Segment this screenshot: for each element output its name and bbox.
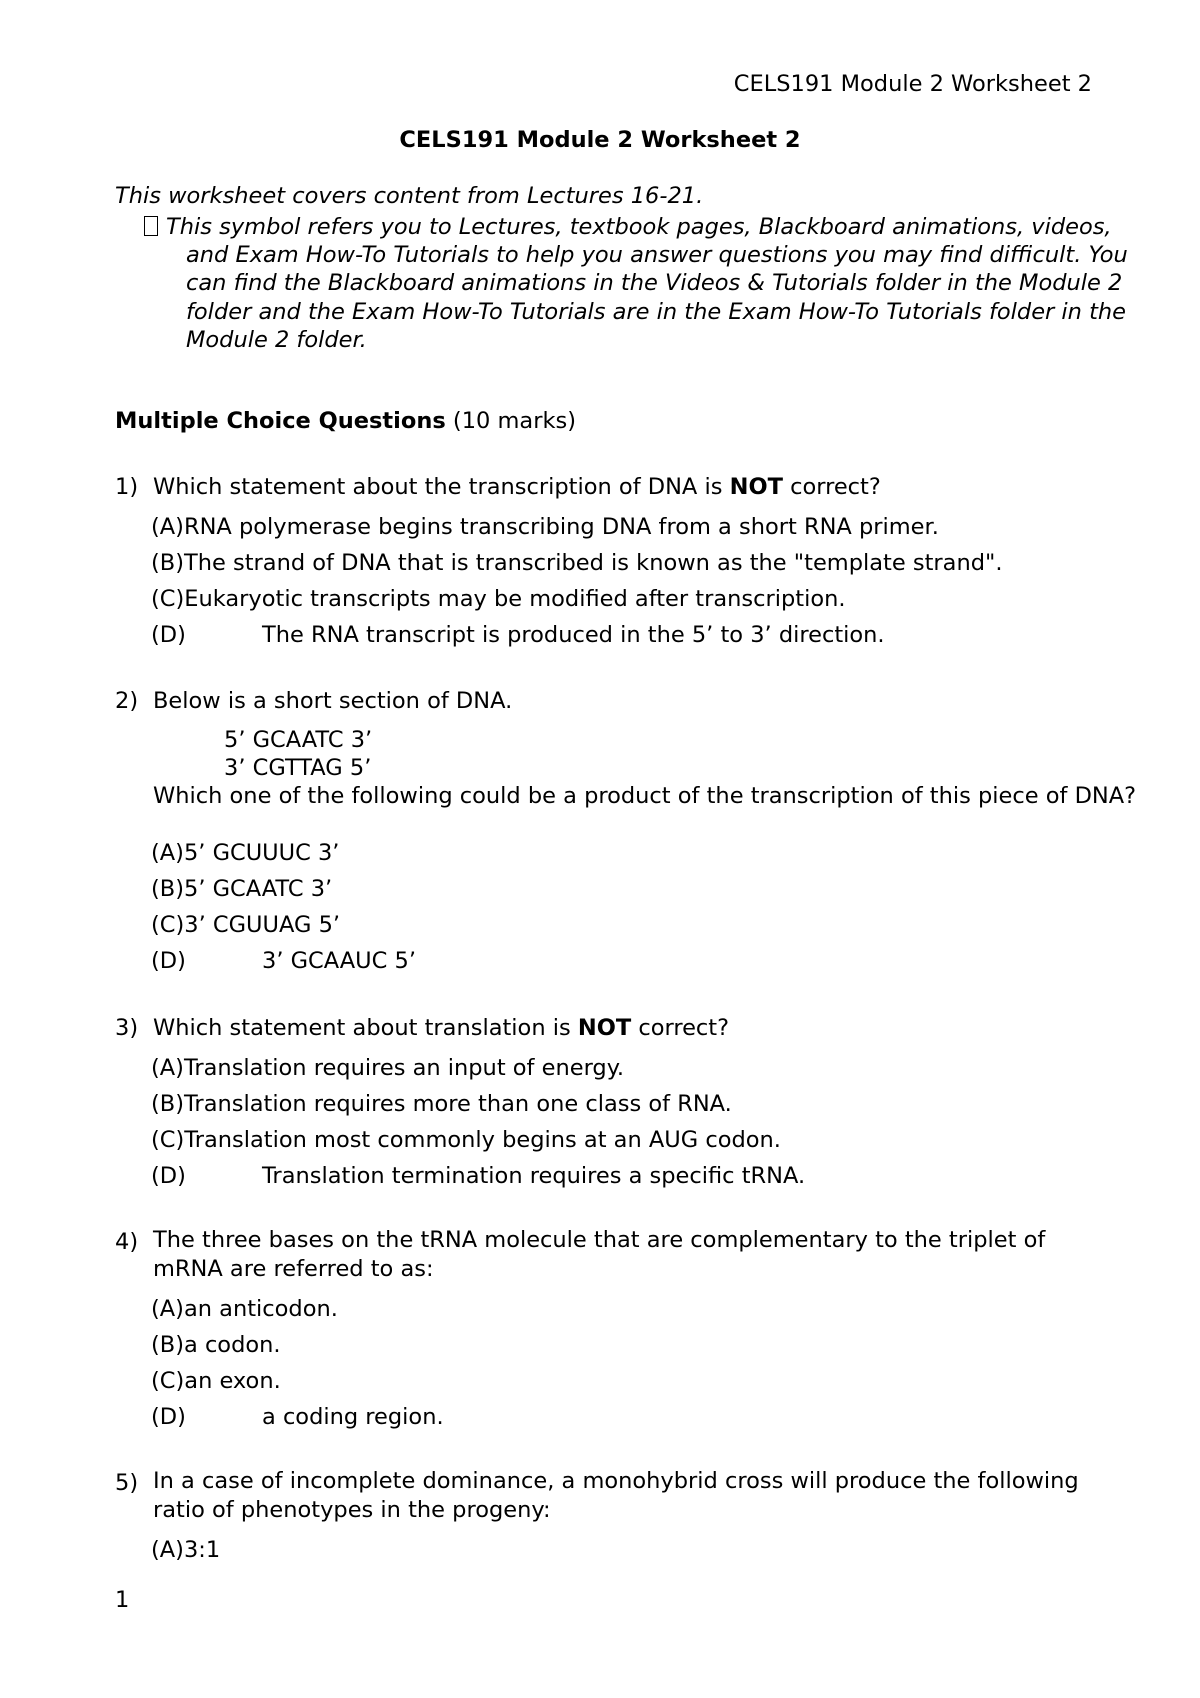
answer-option [151,842,339,865]
page-number: 1 [115,1587,130,1613]
option-letter: (B) [151,550,184,576]
question-text [153,1017,729,1040]
option-letter: (A) [151,1537,184,1563]
question-text-part: Which statement about the transcription of DNA is [153,474,730,500]
option-text: 3’ CGUUAG 5’ [184,912,341,938]
option-text: an anticodon. [183,1296,338,1322]
answer-option [151,1129,781,1152]
answer-option [151,1057,624,1080]
question-emphasis: NOT [729,474,783,500]
option-letter: (A) [151,1055,184,1081]
option-text: 5’ GCAATC 3’ [184,876,333,902]
resource-note [144,213,1146,354]
option-text: 3:1 [183,1537,221,1563]
option-text: 3’ GCAAUC 5’ [262,948,416,974]
option-text: Translation requires more than one class of RNA. [184,1091,732,1117]
option-letter: (C) [151,1368,185,1394]
dna-strand: 3’ CGTTAG 5’ [224,755,372,781]
option-letter: (D) [151,1163,186,1189]
intro-text: This worksheet covers content from Lectures 16-21. [115,183,704,209]
page-title: CELS191 Module 2 Worksheet 2 [399,127,801,153]
question-text: Below is a short section of DNA. [153,688,513,714]
option-text: Translation requires an input of energy. [183,1055,624,1081]
question-number: 2) [115,688,139,714]
option-text: The RNA transcript is produced in the 5’ to 3’ direction. [262,622,885,648]
answer-option [151,878,332,901]
question-number: 4) [115,1229,139,1255]
option-text: Translation most commonly begins at an AUG codon. [184,1127,781,1153]
option-text: an exon. [184,1368,281,1394]
question-text: The three bases on the tRNA molecule that are complementary to the triplet of mRNA are referred to as: [153,1227,1046,1282]
option-letter: (B) [151,1091,184,1117]
question-number: 1) [115,474,139,500]
answer-option [151,1370,281,1393]
option-letter: (A) [151,1296,184,1322]
option-text: Eukaryotic transcripts may be modified after transcription. [184,586,846,612]
option-letter: (D) [151,948,186,974]
answer-option [151,914,340,937]
option-text: 5’ GCUUUC 3’ [183,840,340,866]
answer-option [151,588,846,611]
question-emphasis: NOT [577,1015,632,1041]
option-text: a coding region. [262,1404,444,1430]
option-letter: (C) [151,912,185,938]
option-text: RNA polymerase begins transcribing DNA from a short RNA primer. [183,514,939,540]
dna-strand: 5’ GCAATC 3’ [224,727,373,753]
answer-option [151,1093,732,1116]
option-letter: (C) [151,1127,185,1153]
option-text: Translation termination requires a specific tRNA. [262,1163,806,1189]
answer-option [151,1298,338,1321]
answer-option [151,1539,220,1562]
option-letter: (B) [151,1332,184,1358]
question-text-part: correct? [782,474,881,500]
section-heading [115,410,576,433]
question-prompt: Which one of the following could be a product of the transcription of this piece of DNA? [153,783,1137,809]
option-letter: (D) [151,622,186,648]
answer-option [151,552,1003,575]
option-letter: (A) [151,840,184,866]
option-letter: (B) [151,876,184,902]
option-letter: (C) [151,586,185,612]
question-number: 5) [115,1470,139,1496]
section-heading-title: Multiple Choice Questions [115,408,446,434]
option-text: a codon. [184,1332,281,1358]
question-text [153,476,881,499]
running-header: CELS191 Module 2 Worksheet 2 [733,71,1092,97]
answer-option [151,516,939,539]
section-heading-marks: (10 marks) [452,408,576,434]
option-letter: (D) [151,1404,186,1430]
resource-note-text: This symbol refers you to Lectures, textbook pages, Blackboard animations, videos, and Exam How-To Tutorials to help you answer questions you may find difficult. You can find the Blackboard animations in the Videos & Tutorials folder in the Module 2 folder and the Exam How-To Tutorials are in the Exam How-To Tutorials folder in the Module 2 folder. [166,214,1128,353]
question-number: 3) [115,1015,139,1041]
option-letter: (A) [151,514,184,540]
answer-option [151,1334,281,1357]
reference-symbol-icon [144,216,158,236]
question-text-part: correct? [631,1015,730,1041]
question-text: In a case of incomplete dominance, a monohybrid cross will produce the following ratio of phenotypes in the progeny: [153,1468,1079,1523]
question-text-part: Which statement about translation is [153,1015,578,1041]
option-text: The strand of DNA that is transcribed is known as the "template strand". [184,550,1003,576]
